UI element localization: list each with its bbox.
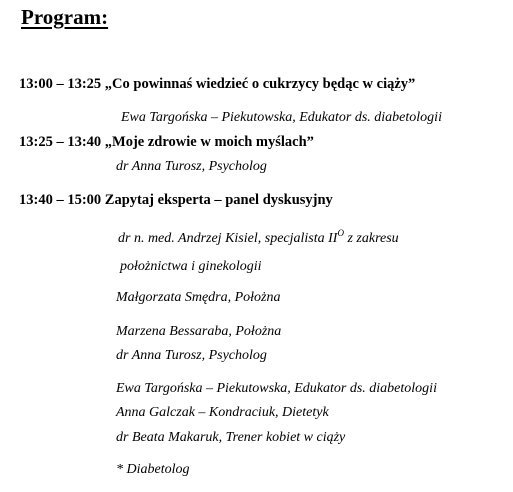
panel-speaker-galczak: Anna Galczak – Kondraciuk, Dietetyk: [116, 405, 329, 420]
session-3-title: Zapytaj eksperta – panel dyskusyjny: [104, 192, 333, 208]
session-3-time: 13:40 – 15:00: [19, 192, 102, 208]
panel-speaker-kisiel: [118, 228, 399, 247]
panel-speaker-targonska: Ewa Targońska – Piekutowska, Edukator ds. diabetologii: [116, 381, 437, 396]
session-3-heading: [19, 192, 333, 209]
session-2-time: 13:25 – 13:40: [19, 134, 102, 150]
panel-speaker-bessaraba: Marzena Bessaraba, Położna: [116, 324, 282, 339]
session-1-time: 13:00 – 13:25: [19, 76, 102, 92]
panel-speaker-kisiel-specialty: położnictwa i ginekologii: [120, 259, 262, 274]
session-1-speaker: Ewa Targońska – Piekutowska, Edukator ds. diabetologii: [121, 110, 442, 125]
panel-speaker-turosz: dr Anna Turosz, Psycholog: [116, 348, 267, 363]
session-2-title: „Moje zdrowie w moich myślach”: [104, 134, 314, 150]
session-2-heading: [19, 134, 314, 151]
panel-speaker-makaruk: dr Beata Makaruk, Trener kobiet w ciąży: [116, 430, 346, 445]
program-title: Program:: [21, 5, 109, 29]
panel-speaker-smedra: Małgorzata Smędra, Położna: [116, 290, 281, 305]
session-1-heading: [19, 76, 415, 93]
session-1-title: „Co powinnaś wiedzieć o cukrzycy będąc w ciąży”: [104, 76, 416, 92]
footnote: * Diabetolog: [116, 462, 190, 477]
kisiel-degree: O: [337, 228, 344, 238]
kisiel-text: dr n. med. Andrzej Kisiel, specjalista II: [118, 231, 338, 246]
kisiel-suffix: z zakresu: [343, 231, 399, 246]
session-2-speaker: dr Anna Turosz, Psycholog: [116, 159, 267, 174]
